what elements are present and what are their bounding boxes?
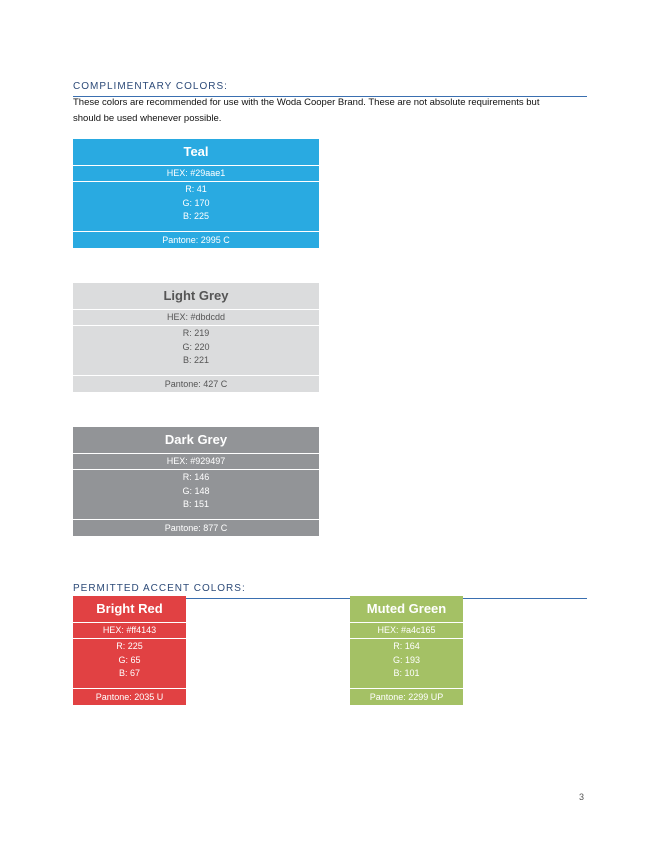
swatch-r: R: 41 (185, 184, 207, 194)
swatch-name: Muted Green (350, 596, 463, 623)
swatch-hex: HEX: #dbdcdd (73, 310, 319, 326)
swatch-name: Teal (73, 139, 319, 166)
swatch-r: R: 225 (116, 641, 143, 651)
intro-line: should be used whenever possible. (73, 113, 222, 124)
swatch-hex: HEX: #a4c165 (350, 623, 463, 639)
swatch-rgb (73, 470, 319, 520)
swatch-hex: HEX: #29aae1 (73, 166, 319, 182)
swatch-name: Light Grey (73, 283, 319, 310)
swatch-b: B: 151 (182, 499, 210, 509)
complimentary-colors-heading (73, 76, 587, 97)
swatch-r: R: 146 (182, 472, 210, 482)
swatch-pantone: Pantone: 2299 UP (369, 692, 444, 702)
dark-grey-swatch (73, 427, 319, 536)
swatch-name: Bright Red (73, 596, 186, 623)
section-title: PERMITTED ACCENT COLORS: (73, 583, 246, 594)
section-title: COMPLIMENTARY COLORS: (73, 81, 228, 92)
swatch-b: B: 225 (182, 211, 210, 221)
swatch-pantone: Pantone: 2035 U (95, 692, 164, 702)
swatch-r: R: 164 (393, 641, 420, 651)
swatch-g: G: 220 (182, 341, 210, 352)
swatch-name: Dark Grey (73, 427, 319, 454)
swatch-rgb (350, 639, 463, 689)
swatch-pantone: Pantone: 2995 C (162, 235, 230, 245)
swatch-rgb (73, 639, 186, 689)
swatch-b: B: 67 (118, 668, 140, 678)
swatch-b: B: 221 (182, 355, 210, 365)
light-grey-swatch (73, 283, 319, 392)
intro-paragraph (73, 95, 588, 127)
muted-green-swatch (350, 596, 463, 705)
swatch-pantone: Pantone: 427 C (164, 379, 228, 389)
swatch-r: R: 219 (182, 328, 210, 338)
bright-red-swatch (73, 596, 186, 705)
swatch-g: G: 170 (182, 197, 210, 208)
swatch-hex: HEX: #929497 (73, 454, 319, 470)
swatch-hex: HEX: #ff4143 (73, 623, 186, 639)
swatch-g: G: 193 (392, 654, 421, 665)
swatch-g: G: 148 (182, 485, 210, 496)
swatch-g: G: 65 (118, 654, 141, 665)
page-number: 3 (579, 792, 585, 802)
intro-line: These colors are recommended for use with the Woda Cooper Brand. These are not absolute requirements but (73, 97, 540, 108)
swatch-b: B: 101 (393, 668, 420, 678)
teal-swatch (73, 139, 319, 248)
swatch-rgb (73, 326, 319, 376)
swatch-rgb (73, 182, 319, 232)
swatch-pantone: Pantone: 877 C (164, 523, 228, 533)
